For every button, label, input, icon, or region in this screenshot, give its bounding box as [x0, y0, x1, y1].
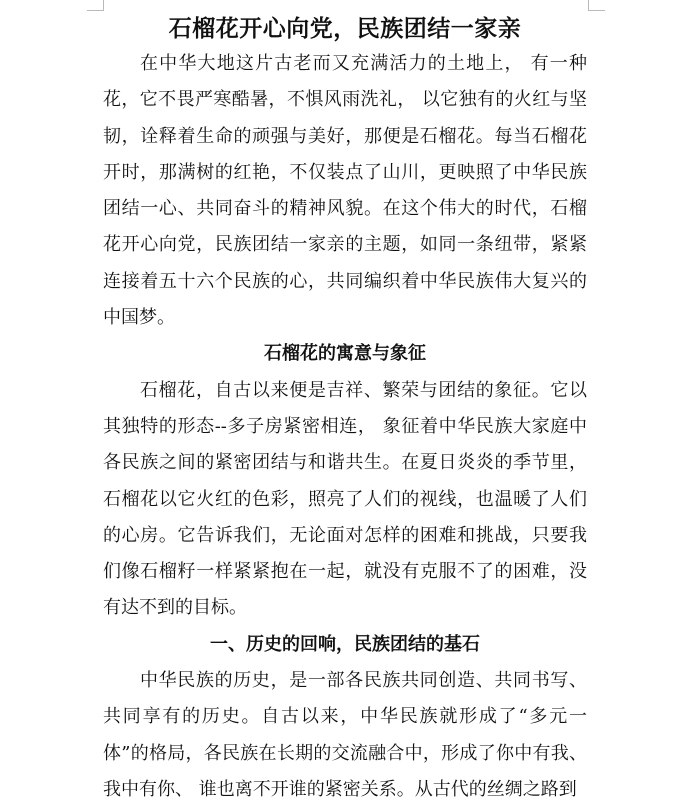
- document-title: 石榴花开心向党，民族团结一家亲: [168, 15, 522, 42]
- section-heading-history: 一、历史的回响，民族团结的基石: [210, 633, 480, 655]
- document-body: [103, 0, 587, 808]
- page-corner-mark-top-left: [87, 0, 104, 11]
- section-heading-meaning: 石榴花的寓意与象征: [264, 343, 426, 365]
- intro-paragraph: 在中华大地这片古老而又充满活力的土地上， 有一种花，它不畏严寒酷暑，不惧风雨洗礼， 以它独有的火红与坚韧，诠释着生命的顽强与美好，那便是石榴花。每当石榴花开时，那满树的红艳，不仅装点了山川，更映照了中华民族团结一心、共同奋斗的精神风貌。在这个伟大的时代，石榴花开心向党，民族团结一家亲的主题，如同一条纽带，紧紧连接着五十六个民族的心，共同编织着中华民族伟大复兴的中国梦。: [103, 53, 587, 329]
- page-corner-mark-top-right: [588, 0, 605, 11]
- section-paragraph-meaning: 石榴花，自古以来便是吉祥、繁荣与团结的象征。它以其独特的形态--多子房紧密相连， 象征着中华民族大家庭中各民族之间的紧密团结与和谐共生。在夏日炎炎的季节里，石榴花以它火红的色彩，照亮了人们的视线，也温暖了人们的心房。它告诉我们，无论面对怎样的困难和挑战，只要我们像石榴籽一样紧紧抱在一起，就没有克服不了的困难，没有达不到的目标。: [103, 379, 587, 619]
- section-paragraph-history: 中华民族的历史，是一部各民族共同创造、共同书写、共同享有的历史。自古以来，中华民族就形成了“多元一体”的格局，各民族在长期的交流融合中，形成了你中有我、我中有你、 谁也离不开谁的紧密关系。从古代的丝绸之路到: [103, 670, 587, 800]
